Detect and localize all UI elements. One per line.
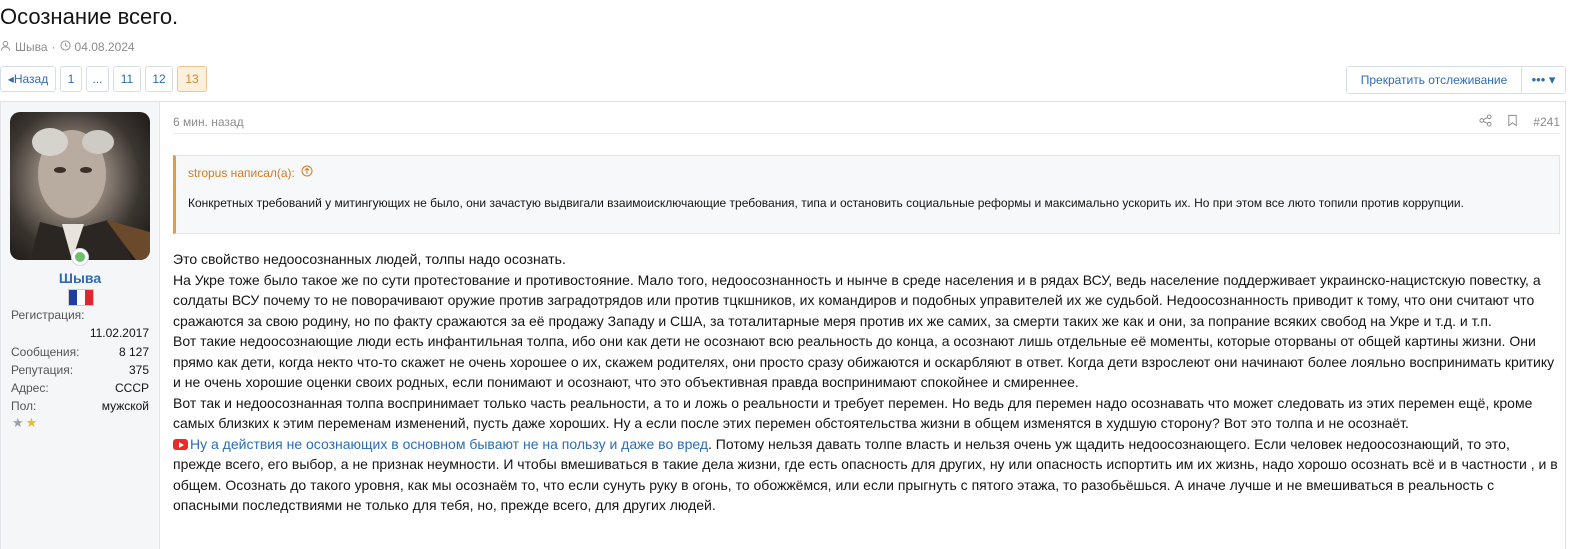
page-button-12[interactable]: 12 (145, 66, 173, 92)
message-paragraph: Вот так и недоосознанная толпа воспринимает только часть реальности, а то и ложь о реальности и требует перемен. Но ведь для перемен надо осознавать что может следовать из этих перемен ещё, кроме самых близких к этим переменам изменений, пусть даже хороших. Ну а если после этих перемен обстоятельства жизни в общем изменятся в худшую сторону? Вот это толпа и не осознаёт. (173, 394, 1533, 431)
messages-value[interactable]: 8 127 (118, 345, 149, 359)
message-paragraph: Вот такие недоосознающие люди есть инфантильная толпа, ибо они как дети не осознают всю реальность до конца, а осознают лишь отдельные её моменты, которые оторваны от общей картины жизни. Они прямо как дети, когда некто что-то скажет не очень хорошее о их, скажем родителях, они просто сразу обижаются и оскарбляют в ответ. Когда дети взрослеют они начинают более лояльно воспринимать критику и не очень хорошие оценки своих родных, если понимают и осознают, что это объективная правда воспринимают спокойнее и смиреннее. (173, 333, 1555, 390)
star-icon: ★ (12, 415, 26, 430)
thread-meta (0, 40, 135, 54)
page-jump-button[interactable]: ... (86, 66, 109, 92)
message-paragraph: На Укре тоже было такое же по сути протестование и противостояние. Мало того, недоосознанность и нынче в среде населения и в рядах ВСУ, ведь население поддерживает украинско-нацистскую повестку, а солдаты ВСУ почему то не поворачивают оружие против заградотрядов или против тцкшников, их командиров и подобных управителей их же судьбой. Недоосознанность приводит к тому, что они считают что сражаются за свою родину, но по факту сражаются за её продажу Западу и США, за тоталитарные меря против их же самих, за смерти таких же как и они, за попрание всяких свобод на Укре и т.д. и т.п. (173, 271, 1541, 329)
prev-page-button[interactable]: ◂Назад (0, 66, 56, 92)
meta-separator: · (51, 40, 56, 54)
registration-label: Регистрация: (11, 308, 85, 322)
gender-value: мужской (101, 399, 149, 413)
clock-icon (60, 40, 71, 54)
post-actions (1479, 114, 1560, 130)
page-title: Осознание всего. (0, 4, 179, 29)
reputation-label: Репутация: (11, 363, 74, 377)
pagination (0, 66, 207, 92)
message-text: . Потому нельзя давать толпе власть и нельзя очень уж щадить недоосознающего. Если человек недоосознающий, то это, прежде всего, его выбор, а не признак неумности. И чтобы вмешиваться в такие дела жизни, где есть опасность для других, ну или опасность испортить им их жизнь, надо хорошо осознать всё и в частности , и в общем. Осознать до такого уровня, как мы осознаём то, что если сунуть руку в огонь, то обожжёмся, или если прыгнуть с пятого этажа, то разобьёшься. А иначе лучше и не вмешиваться в реальность с опасными последствиями не только для тебя, но, прежде всего, для других людей. (173, 435, 1558, 513)
address-value: СССР (114, 381, 149, 395)
post-user-cell (1, 102, 160, 549)
post-message (173, 249, 1560, 516)
avatar[interactable] (10, 112, 150, 260)
registration-value: 11.02.2017 (89, 326, 149, 340)
trophy-stars[interactable] (12, 415, 39, 431)
quote-author[interactable] (188, 165, 313, 180)
post (0, 101, 1566, 549)
messages-label: Сообщения: (11, 345, 80, 359)
post-username[interactable]: Шыва (58, 270, 102, 286)
star-icon: ★ (25, 415, 40, 430)
page-button-13[interactable]: 13 (177, 66, 207, 92)
post-body-cell (173, 102, 1560, 549)
page-button-11[interactable]: 11 (113, 66, 141, 92)
online-status-icon (71, 248, 89, 266)
post-time[interactable]: 6 мин. назад (173, 115, 244, 129)
post-number[interactable]: #241 (1533, 115, 1560, 129)
more-options-button[interactable]: ••• ▾ (1522, 66, 1566, 94)
youtube-icon (173, 439, 188, 450)
user-icon (0, 40, 11, 54)
quote-text: Конкретных требований у митингующих не было, они зачастую выдвигали взаимоисключающие требования, типа и остановить социальные реформы и максимально ускорить их. Но при этом все люто топили против коррупции. (188, 196, 1464, 210)
address-label: Адрес: (11, 381, 49, 395)
bookmark-icon[interactable] (1506, 114, 1519, 130)
page-button-1[interactable]: 1 (60, 66, 82, 92)
thread-date[interactable]: 04.08.2024 (74, 40, 135, 54)
youtube-link[interactable]: Ну а действия не осознающих в основном бывают не на пользу и даже во вред (190, 435, 708, 452)
unwatch-button[interactable]: Прекратить отслеживание (1346, 66, 1522, 94)
message-paragraph: Это свойство недоосознанных людей, толпы надо осознать. (173, 251, 566, 267)
thread-author[interactable]: Шыва (15, 40, 48, 54)
arrow-up-circle-icon[interactable] (301, 165, 313, 180)
quote-author-label[interactable]: stropus написал(а): (188, 165, 295, 180)
flag-france-icon (68, 289, 94, 306)
quote-block (173, 155, 1560, 234)
post-header-divider (173, 133, 1560, 134)
share-icon[interactable] (1479, 114, 1492, 130)
message-paragraph (173, 434, 1560, 516)
reputation-value: 375 (128, 363, 149, 377)
gender-label: Пол: (11, 399, 37, 413)
